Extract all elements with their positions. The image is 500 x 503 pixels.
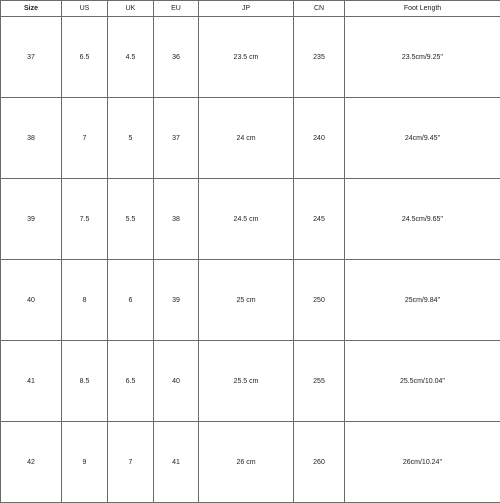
cell-size: 38 — [1, 98, 62, 179]
cell-cn: 240 — [294, 98, 345, 179]
table-row — [1, 341, 500, 422]
cell-uk: 5.5 — [108, 179, 154, 260]
header-row — [1, 1, 500, 17]
cell-foot-length: 24.5cm/9.65'' — [345, 179, 500, 260]
cell-eu: 36 — [154, 17, 199, 98]
table-row — [1, 17, 500, 98]
cell-us: 8 — [62, 260, 108, 341]
cell-uk: 6.5 — [108, 341, 154, 422]
cell-eu: 41 — [154, 422, 199, 503]
cell-jp: 25.5 cm — [199, 341, 294, 422]
cell-uk: 7 — [108, 422, 154, 503]
cell-foot-length: 23.5cm/9.25'' — [345, 17, 500, 98]
header-size: Size — [1, 1, 62, 17]
cell-jp: 23.5 cm — [199, 17, 294, 98]
cell-cn: 245 — [294, 179, 345, 260]
table-body — [1, 17, 500, 503]
cell-uk: 6 — [108, 260, 154, 341]
cell-jp: 24.5 cm — [199, 179, 294, 260]
cell-foot-length: 25.5cm/10.04'' — [345, 341, 500, 422]
cell-jp: 25 cm — [199, 260, 294, 341]
cell-size: 39 — [1, 179, 62, 260]
cell-us: 7 — [62, 98, 108, 179]
cell-us: 6.5 — [62, 17, 108, 98]
header-us: US — [62, 1, 108, 17]
cell-cn: 255 — [294, 341, 345, 422]
header-cn: CN — [294, 1, 345, 17]
cell-size: 42 — [1, 422, 62, 503]
cell-eu: 37 — [154, 98, 199, 179]
cell-cn: 235 — [294, 17, 345, 98]
table-row — [1, 98, 500, 179]
cell-us: 8.5 — [62, 341, 108, 422]
table-header — [1, 1, 500, 17]
header-uk: UK — [108, 1, 154, 17]
cell-jp: 24 cm — [199, 98, 294, 179]
cell-foot-length: 24cm/9.45'' — [345, 98, 500, 179]
header-jp: JP — [199, 1, 294, 17]
cell-eu: 40 — [154, 341, 199, 422]
table-row — [1, 179, 500, 260]
cell-size: 37 — [1, 17, 62, 98]
cell-jp: 26 cm — [199, 422, 294, 503]
cell-cn: 260 — [294, 422, 345, 503]
cell-size: 40 — [1, 260, 62, 341]
cell-cn: 250 — [294, 260, 345, 341]
cell-foot-length: 25cm/9.84'' — [345, 260, 500, 341]
header-foot-length: Foot Length — [345, 1, 500, 17]
cell-eu: 38 — [154, 179, 199, 260]
cell-uk: 4.5 — [108, 17, 154, 98]
cell-uk: 5 — [108, 98, 154, 179]
cell-foot-length: 26cm/10.24'' — [345, 422, 500, 503]
cell-us: 7.5 — [62, 179, 108, 260]
cell-eu: 39 — [154, 260, 199, 341]
cell-size: 41 — [1, 341, 62, 422]
cell-us: 9 — [62, 422, 108, 503]
header-eu: EU — [154, 1, 199, 17]
table-row — [1, 422, 500, 503]
table-row — [1, 260, 500, 341]
